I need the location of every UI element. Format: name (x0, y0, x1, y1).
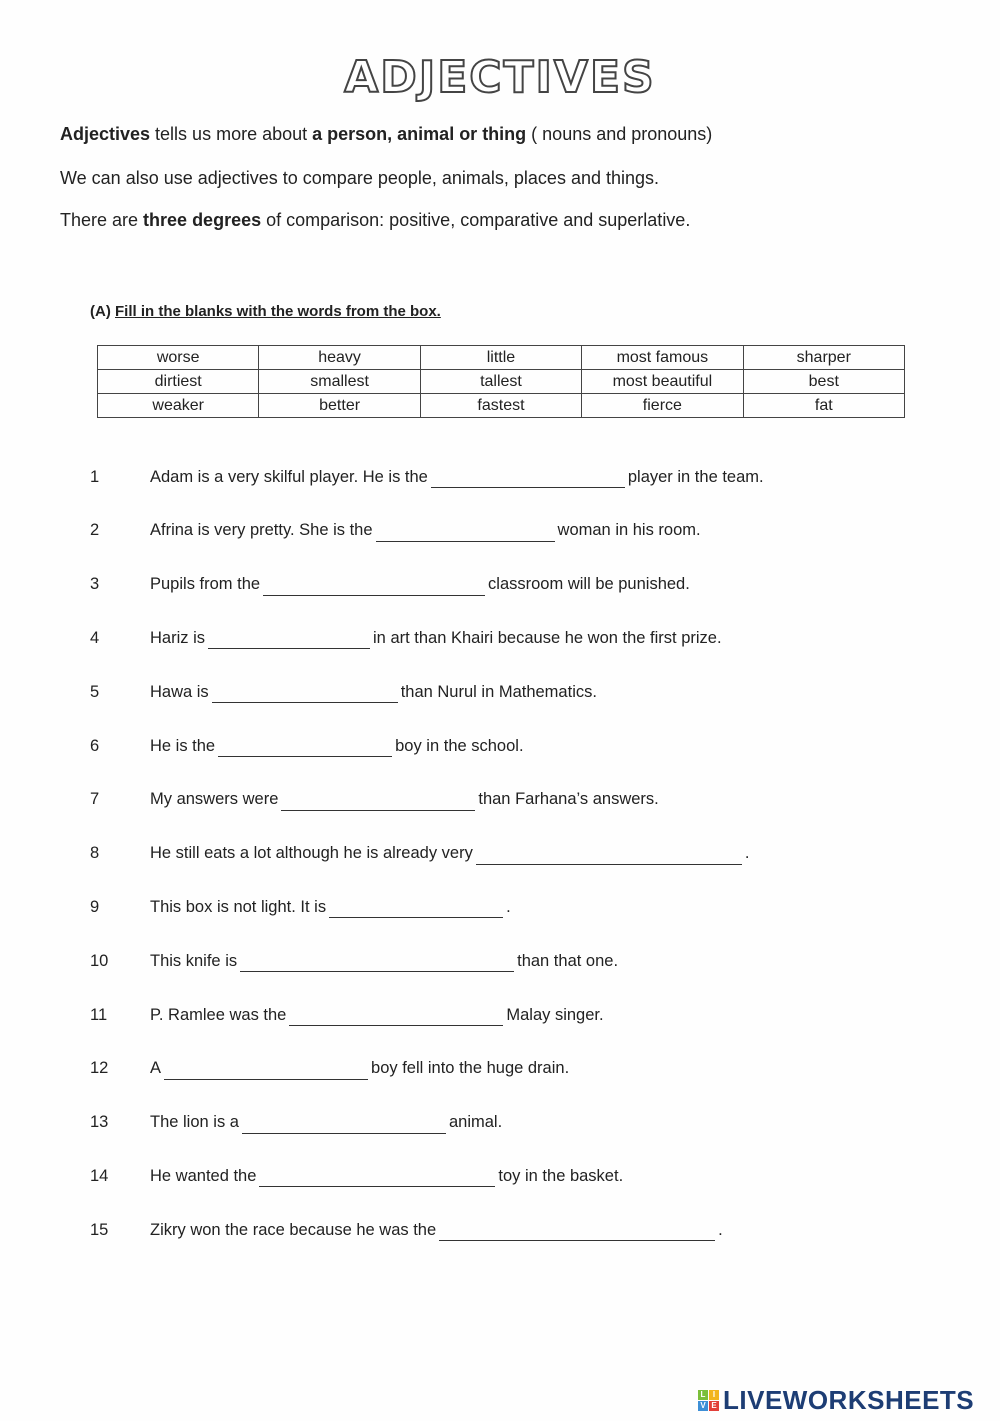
question-text-after: . (506, 897, 511, 916)
word-box-cell: fat (743, 394, 904, 418)
intro-text: There are (60, 210, 144, 230)
answer-blank-input[interactable] (242, 1113, 446, 1134)
question-text-after: . (718, 1220, 723, 1239)
question-text-after: woman in his room. (557, 521, 701, 540)
answer-blank-input[interactable] (281, 790, 475, 811)
question-text-after: in art than Khairi because he won the first prize. (373, 628, 722, 647)
answer-blank-input[interactable] (208, 628, 370, 649)
word-box-cell: fierce (582, 394, 743, 418)
word-box-cell: most beautiful (582, 370, 743, 394)
question-text-after: classroom will be punished. (488, 575, 690, 594)
question-item (90, 951, 618, 972)
question-item (90, 897, 511, 918)
question-text-before: He wanted the (150, 1166, 257, 1185)
word-box-cell: tallest (420, 370, 581, 394)
question-text-before: Pupils from the (150, 575, 261, 594)
word-box-cell: smallest (259, 370, 420, 394)
question-number: 6 (90, 736, 100, 755)
question-text-before: My answers were (150, 790, 279, 809)
logo-cube: V (698, 1401, 708, 1411)
intro-text: three degrees (143, 210, 262, 230)
logo-cube: L (698, 1390, 708, 1400)
word-box-cell: worse (98, 346, 259, 370)
question-number: 2 (90, 521, 100, 540)
question-number: 13 (90, 1113, 109, 1132)
intro-text: of comparison: positive, comparative and superlative. (261, 210, 691, 230)
logo-cube: I (709, 1390, 719, 1400)
question-number: 11 (90, 1005, 108, 1024)
answer-blank-input[interactable] (376, 521, 555, 542)
question-number: 12 (90, 1059, 109, 1078)
question-text-before: Zikry won the race because he was the (150, 1220, 437, 1239)
answer-blank-input[interactable] (240, 951, 514, 972)
question-number: 7 (90, 790, 100, 809)
word-box-cell: weaker (98, 394, 259, 418)
word-box-cell: better (259, 394, 420, 418)
question-text-after: than that one. (517, 951, 619, 970)
question-item (90, 521, 701, 542)
question-item (90, 1059, 569, 1080)
word-box-cell: most famous (582, 346, 743, 370)
worksheet-title: ADJECTIVES (344, 52, 656, 103)
question-number: 10 (90, 951, 109, 970)
logo-cube: E (709, 1401, 719, 1411)
question-item (90, 1166, 623, 1187)
intro-line (60, 124, 712, 145)
question-number: 8 (90, 844, 100, 863)
intro-text: a person, animal or thing (312, 124, 527, 144)
question-number: 3 (90, 575, 100, 594)
word-box-cell: fastest (420, 394, 581, 418)
intro-text: Adjectives (60, 124, 151, 144)
question-text-before: He is the (150, 736, 216, 755)
answer-blank-input[interactable] (218, 736, 392, 757)
question-item (90, 575, 690, 596)
question-text-after: player in the team. (627, 467, 764, 486)
intro-text: We can also use adjectives to compare people, animals, places and things. (60, 168, 660, 188)
question-text-after: than Nurul in Mathematics. (400, 682, 597, 701)
answer-blank-input[interactable] (259, 1166, 495, 1187)
question-text-before: A (150, 1059, 162, 1078)
question-text-before: Afrina is very pretty. She is the (150, 521, 373, 540)
question-item (90, 1005, 604, 1026)
question-number: 1 (90, 467, 100, 486)
answer-blank-input[interactable] (263, 575, 485, 596)
question-text-after: Malay singer. (506, 1005, 604, 1024)
question-number: 14 (90, 1166, 109, 1185)
instruction (90, 303, 441, 320)
question-text-after: . (744, 844, 750, 863)
question-text-before: This knife is (150, 951, 238, 970)
question-text-before: He still eats a lot although he is already very (150, 844, 473, 863)
question-item (90, 682, 597, 703)
question-text-before: This box is not light. It is (150, 897, 327, 916)
question-item (90, 467, 764, 488)
word-box-cell: sharper (743, 346, 904, 370)
answer-blank-input[interactable] (289, 1005, 503, 1026)
word-box (97, 345, 905, 418)
instruction-text: Fill in the blanks with the words from the box. (115, 303, 441, 320)
word-box-cell: little (420, 346, 581, 370)
answer-blank-input[interactable] (164, 1059, 368, 1080)
question-text-before: Hariz is (150, 628, 206, 647)
intro-line (60, 168, 659, 189)
word-box-cell: heavy (259, 346, 420, 370)
answer-blank-input[interactable] (212, 682, 398, 703)
answer-blank-input[interactable] (431, 467, 625, 488)
instruction-label: (A) (90, 303, 111, 320)
question-number: 4 (90, 628, 100, 647)
logo-cubes-icon (698, 1390, 719, 1411)
word-box-cell: best (743, 370, 904, 394)
question-item (90, 1113, 502, 1134)
intro-line (60, 210, 690, 231)
question-text-after: than Farhana’s answers. (478, 790, 659, 809)
liveworksheets-logo (698, 1385, 974, 1416)
question-text-before: Hawa is (150, 682, 209, 701)
answer-blank-input[interactable] (439, 1220, 715, 1241)
question-item (90, 1220, 723, 1241)
question-number: 15 (90, 1220, 109, 1239)
intro-text: ( nouns and pronouns) (526, 124, 713, 144)
answer-blank-input[interactable] (476, 844, 742, 865)
question-text-after: boy in the school. (395, 736, 524, 755)
question-item (90, 790, 659, 811)
question-text-after: boy fell into the huge drain. (371, 1059, 570, 1078)
question-text-after: toy in the basket. (498, 1166, 624, 1185)
question-number: 5 (90, 682, 100, 701)
question-item (90, 736, 524, 757)
question-text-after: animal. (448, 1113, 503, 1132)
answer-blank-input[interactable] (329, 897, 503, 918)
question-text-before: P. Ramlee was the (150, 1005, 287, 1024)
question-number: 9 (90, 897, 100, 916)
word-box-cell: dirtiest (98, 370, 259, 394)
intro-text: tells us more about (150, 124, 313, 144)
question-text-before: Adam is a very skilful player. He is the (150, 467, 428, 486)
question-text-before: The lion is a (150, 1113, 239, 1132)
question-item (90, 844, 749, 865)
question-item (90, 628, 722, 649)
logo-text: LIVEWORKSHEETS (723, 1385, 975, 1415)
